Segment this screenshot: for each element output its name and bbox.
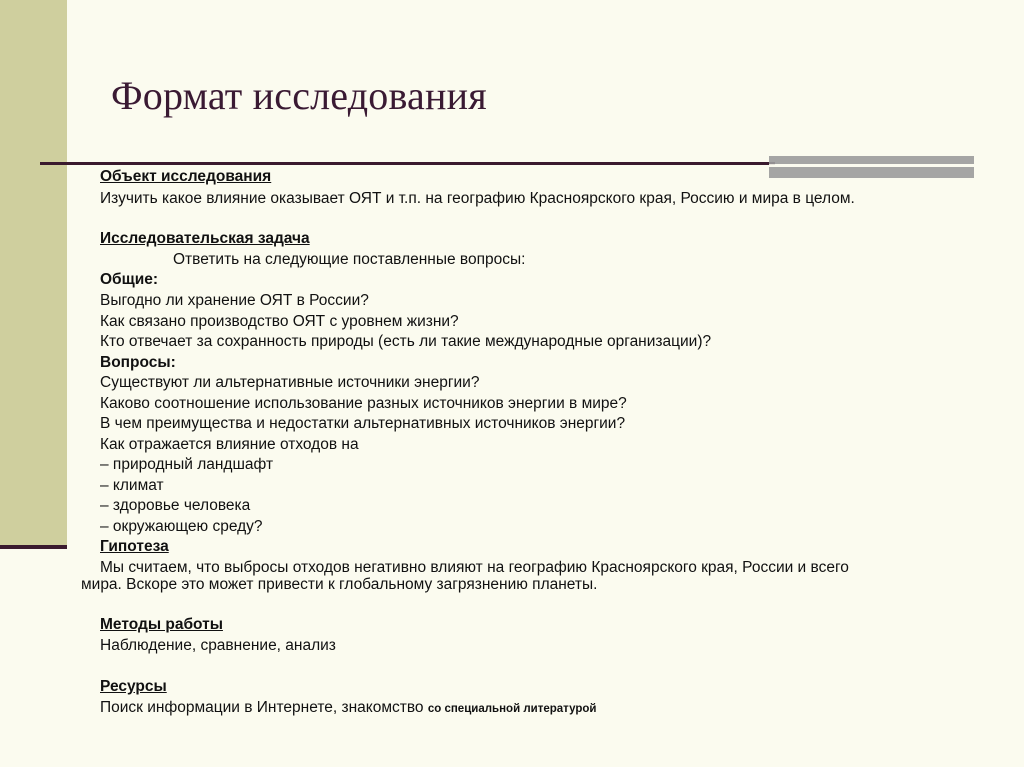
list-item: Кто отвечает за сохранность природы (есть ли такие международные организации)? xyxy=(100,333,712,350)
resources-heading: Ресурсы xyxy=(100,678,167,695)
list-item: Как отражается влияние отходов на xyxy=(100,436,359,453)
list-item: Каково соотношение использование разных источников энергии в мире? xyxy=(100,395,627,412)
task-heading: Исследовательская задача xyxy=(100,230,310,247)
list-item: – здоровье человека xyxy=(100,497,251,514)
hypothesis-heading: Гипотеза xyxy=(100,538,169,555)
methods-heading: Методы работы xyxy=(100,616,223,633)
page-title: Формат исследования xyxy=(111,73,487,118)
resources-text-small: со специальной литературой xyxy=(427,703,597,715)
title-rule xyxy=(40,162,775,165)
hypothesis-text-line1: Мы считаем, что выбросы отходов негативно влияют на географию Красноярского края, России и всего xyxy=(100,559,849,576)
questions-label: Вопросы: xyxy=(100,354,176,371)
list-item: Как связано производство ОЯТ с уровнем жизни? xyxy=(100,313,459,330)
list-item: Выгодно ли хранение ОЯТ в России? xyxy=(100,292,369,309)
object-heading: Объект исследования xyxy=(100,168,272,185)
general-label: Общие: xyxy=(100,271,159,288)
list-item: – окружающею среду? xyxy=(100,518,263,535)
list-item: Существуют ли альтернативные источники энергии? xyxy=(100,374,480,391)
resources-text-main: Поиск информации в Интернете, знакомство xyxy=(100,699,428,716)
resources-text xyxy=(100,698,596,719)
list-item: В чем преимущества и недостатки альтернативных источников энергии? xyxy=(100,415,626,432)
side-decor-line xyxy=(0,545,67,549)
side-decor-band xyxy=(0,0,67,548)
task-intro: Ответить на следующие поставленные вопросы: xyxy=(173,251,526,268)
object-text: Изучить какое влияние оказывает ОЯТ и т.п. на географию Красноярского края, Россию и мира в целом. xyxy=(100,190,855,207)
list-item: – климат xyxy=(100,477,164,494)
hypothesis-text-line2: мира. Вскоре это может привести к глобальному загрязнению планеты. xyxy=(81,576,598,593)
title-rule-accent xyxy=(769,156,974,178)
methods-text: Наблюдение, сравнение, анализ xyxy=(100,637,336,654)
list-item: – природный ландшафт xyxy=(100,456,274,473)
